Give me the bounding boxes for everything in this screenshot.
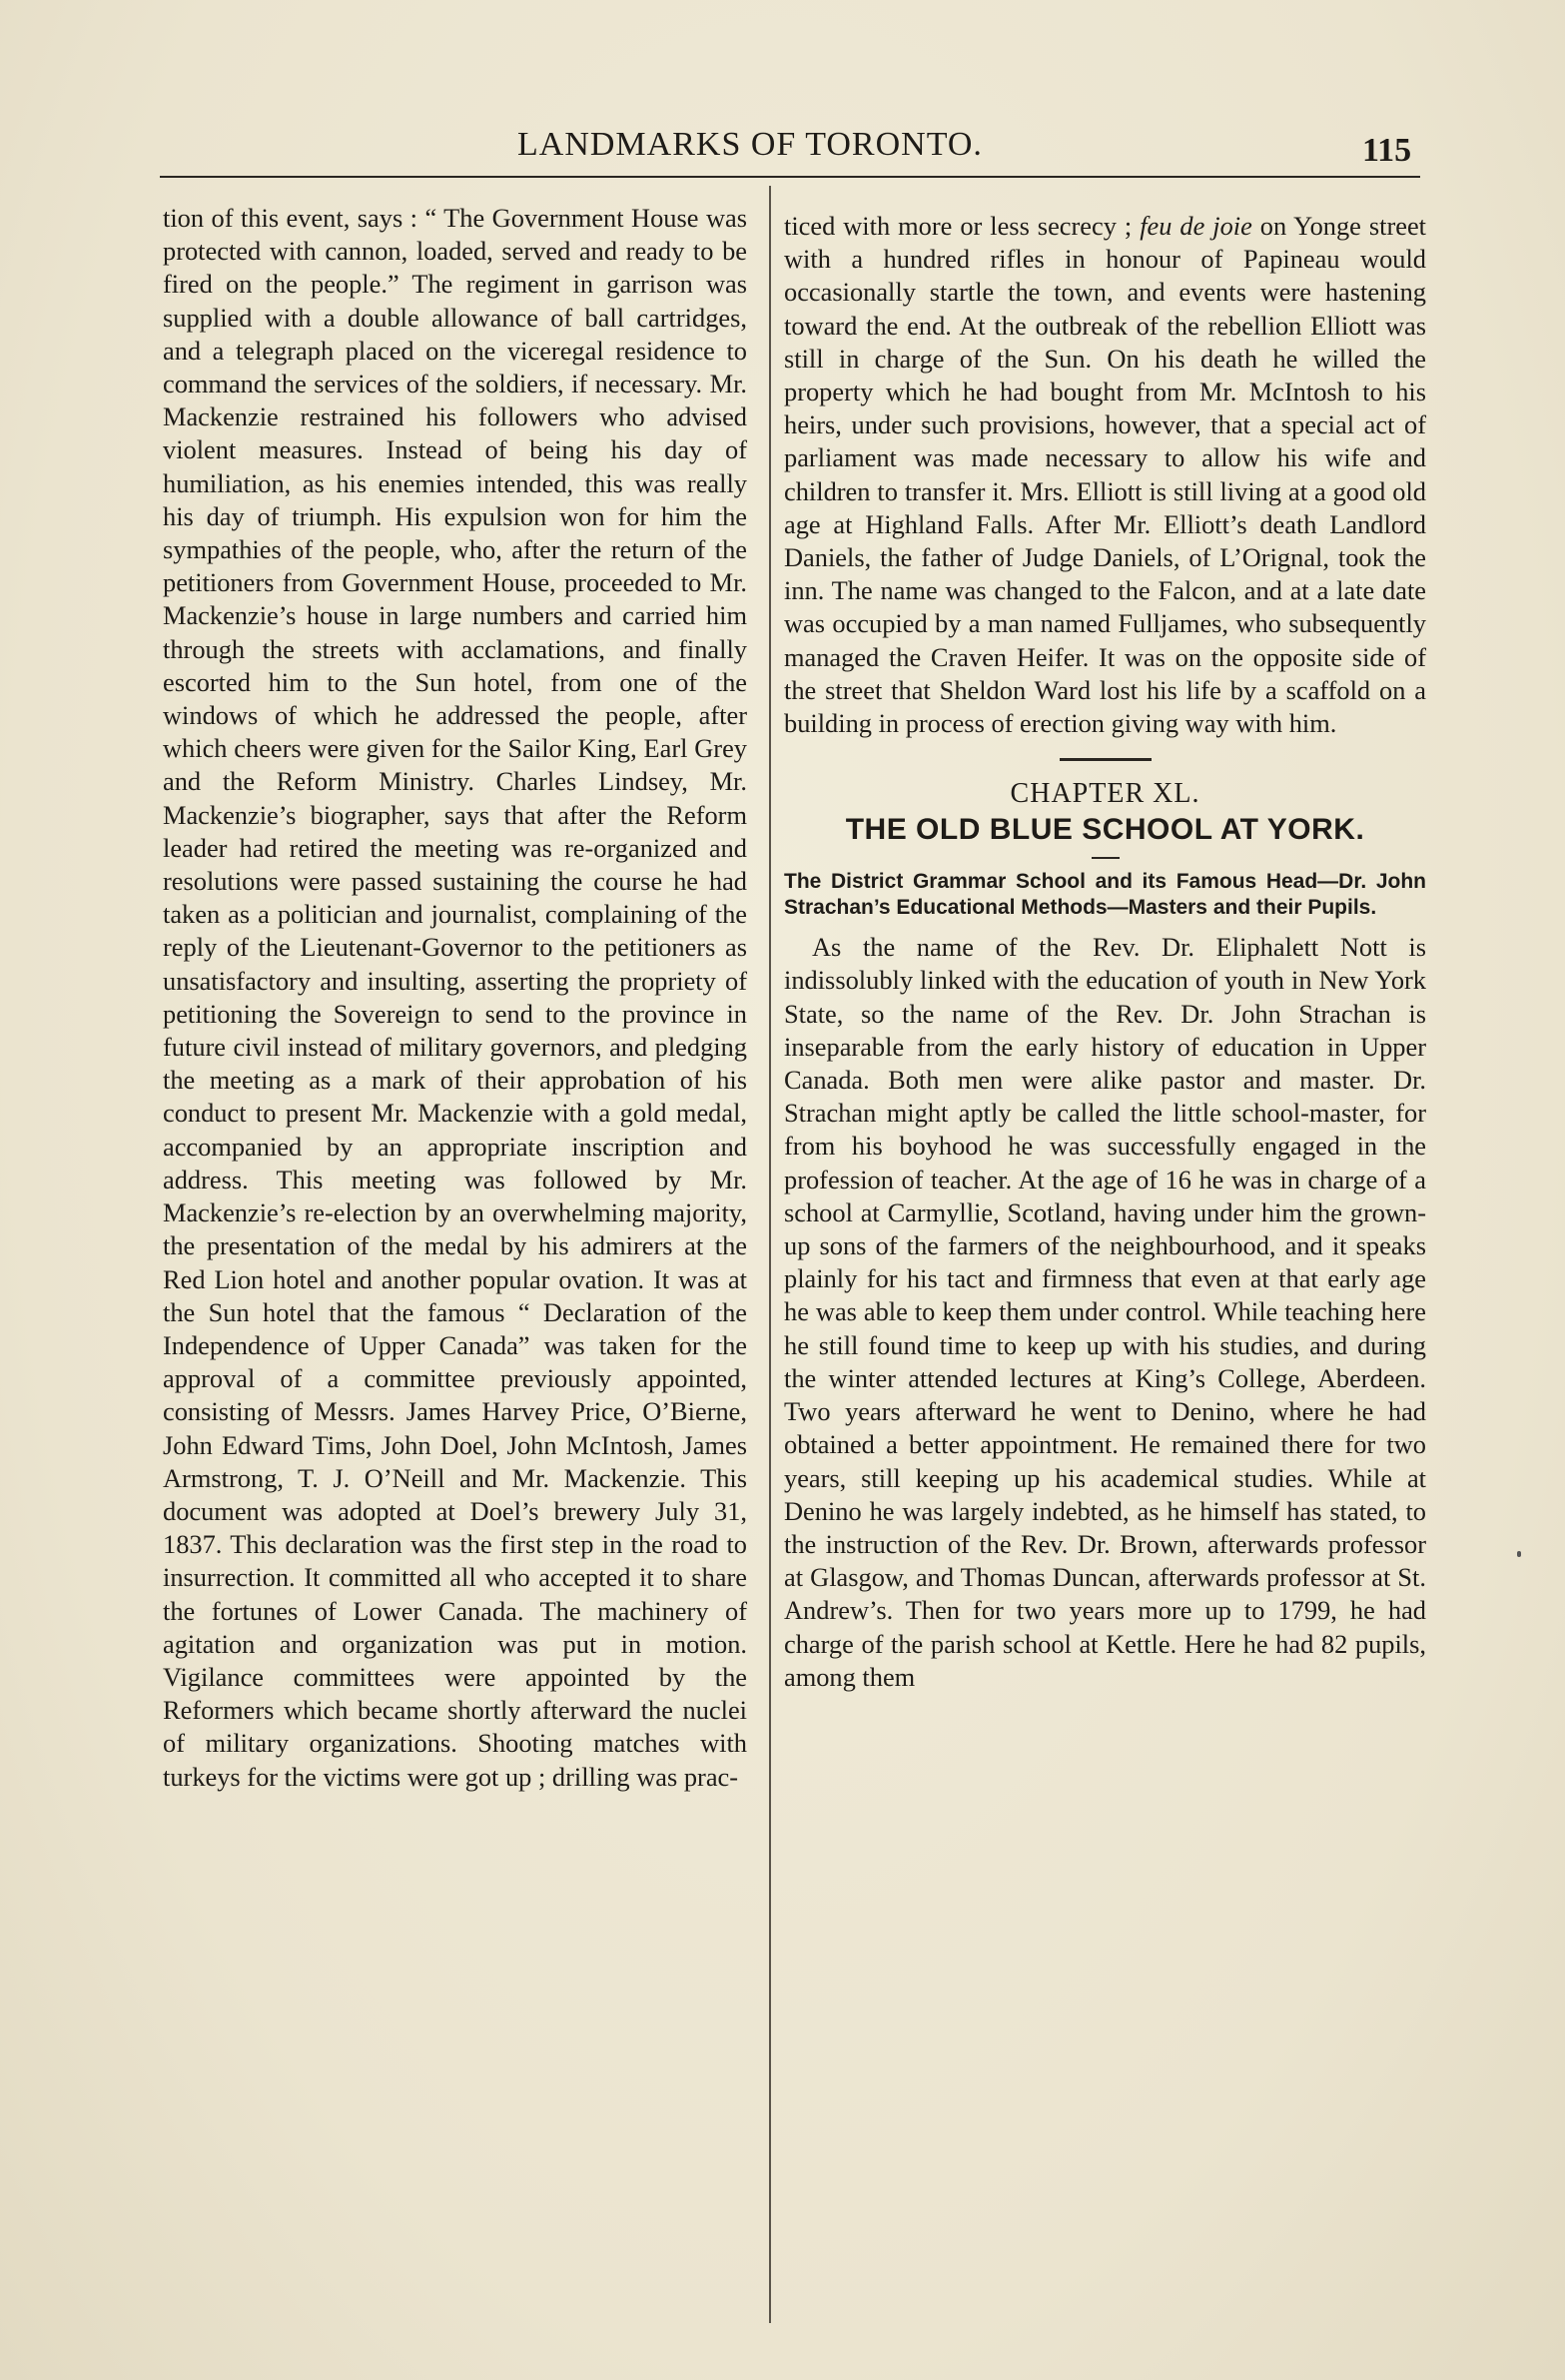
page-header: [0, 126, 1565, 176]
continuation-text-b: on Yonge street with a hundred rifles in honour of Papineau would occasionally startle the town, and events were hastening toward the end. At the outbreak of the rebellion Elliott was still in charge of the Sun. On his death he willed the property which he had bought from Mr. McIntosh to his heirs, under such provisions, however, that a special act of parliament was made necessary to allow his wife and children to transfer it. Mrs. Elliott is still living at a good old age at Highland Falls. After Mr. Elliott’s death Landlord Daniels, the father of Judge Daniels, of L’Orignal, took the inn. The name was changed to the Falcon, and at a late date was occupied by a man named Fulljames, who subsequently managed the Craven Heifer. It was on the opposite side of the street that Sheldon Ward lost his life by a scaffold on a building in process of erection giving way with him.: [784, 211, 1427, 739]
chapter-subtitle: The District Grammar School and its Famous Head—Dr. John Strachan’s Educational Methods—Masters and their Pupils.: [784, 870, 1426, 920]
header-rule: [160, 176, 1420, 178]
title-rule: [1092, 857, 1120, 859]
chapter-number: CHAPTER XL.: [1010, 778, 1200, 810]
print-speck: [1517, 1551, 1521, 1557]
page-number: 115: [1362, 132, 1412, 169]
italic-phrase: feu de joie: [1140, 211, 1252, 241]
left-column: [163, 202, 747, 1794]
chapter-body: As the name of the Rev. Dr. Eliphalett Nott is indissolubly linked with the education of youth in New York State, so the name of the Rev. Dr. John Strachan is inseparable from the early history of education in Upper Canada. Both men were alike pastor and master. Dr. Strachan might aptly be called the little school-master, for from his boyhood he was successfully engaged in the profession of teacher. At the age of 16 he was in charge of a school at Carmyllie, Scotland, having under him the grown-up sons of the farmers of the neighbourhood, and it speaks plainly for his tact and firmness that even at that early age he was able to keep them under control. While teaching here he still found time to keep up with his studies, and during the winter attended lectures at King’s College, Aberdeen. Two years afterward he went to Denino, where he had obtained a better appointment. He remained there for two years, still keeping up his academical studies. While at Denino he was largely indebted, as he himself has stated, to the instruction of the Rev. Dr. Brown, afterwards professor at Glasgow, and Thomas Duncan, afterwards professor at St. Andrew’s. Then for two years more up to 1799, he had charge of the parish school at Kettle. Here he had 82 pupils, among them: [784, 932, 1426, 1692]
right-column-continuation: [784, 210, 1426, 740]
left-column-text: tion of this event, says : “ The Government House was protected with cannon, loaded, served and ready to be fired on the people.” The regiment in garrison was supplied with a double allowance of ball cartridges, and a telegraph placed on the viceregal residence to command the services of the soldiers, if necessary. Mr. Mackenzie restrained his followers who advised violent measures. Instead of being his day of humiliation, as his enemies intended, this was really his day of triumph. His expulsion won for him the sympathies of the people, who, after the return of the petitioners from Government House, proceeded to Mr. Mackenzie’s house in large numbers and carried him through the streets with acclamations, and finally escorted him to the Sun hotel, from one of the windows of which he addressed the people, after which cheers were given for the Sailor King, Earl Grey and the Reform Ministry. Charles Lindsey, Mr. Mackenzie’s biographer, says that after the Reform leader had retired the meeting was re-organized and resolutions were passed sustaining the course he had taken as a politician and journalist, complaining of the reply of the Lieutenant-Governor to the petitioners as unsatisfactory and insulting, asserting the propriety of petitioning the Sovereign to send to the province in future civil instead of military governors, and pledging the meeting as a mark of their approbation of his conduct to present Mr. Mackenzie with a gold medal, accompanied by an appropriate inscription and address. This meeting was followed by Mr. Mackenzie’s re-election by an overwhelming majority, the presentation of the medal by his admirers at the Red Lion hotel and another popular ovation. It was at the Sun hotel that the famous “ Declaration of the Independence of Upper Canada” was taken for the approval of a committee previously appointed, consisting of Messrs. James Harvey Price, O’Bierne, John Edward Tims, John Doel, John McIntosh, James Armstrong, T. J. O’Neill and Mr. Mackenzie. This document was adopted at Doel’s brewery July 31, 1837. This declaration was the first step in the road to insurrection. It committed all who accepted it to share the fortunes of Lower Canada. The machinery of agitation and organization was put in motion. Vigilance committees were appointed by the Reformers which became shortly afterward the nuclei of military organizations. Shooting matches with turkeys for the victims were got up ; drilling was prac-: [163, 203, 747, 1792]
right-column: [784, 210, 1426, 1694]
column-divider: [769, 186, 771, 2323]
running-title: LANDMARKS OF TORONTO.: [517, 126, 983, 163]
chapter-title: THE OLD BLUE SCHOOL AT YORK.: [845, 813, 1365, 847]
section-separator: [1060, 758, 1152, 761]
continuation-text-a: ticed with more or less secrecy ;: [784, 211, 1141, 241]
